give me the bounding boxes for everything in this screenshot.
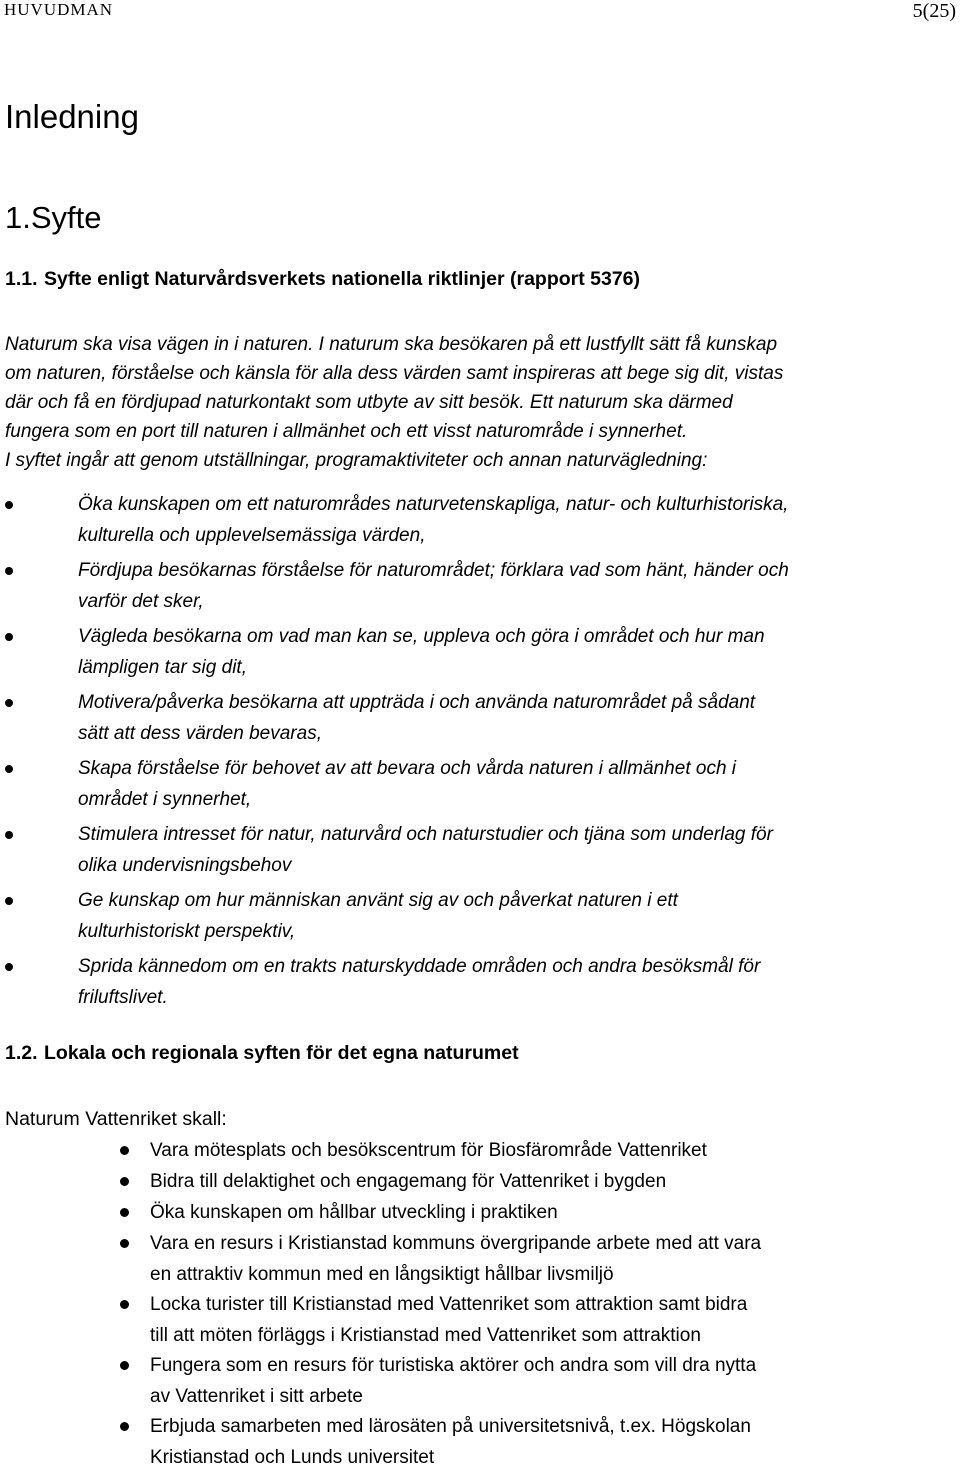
- local-goal-item: [120, 1351, 920, 1412]
- goal-item: [5, 687, 945, 753]
- bullet-icon: [5, 501, 13, 509]
- goal-line: Skapa förståelse för behovet av att bevara och vårda naturen i allmänhet och i: [78, 753, 945, 784]
- goal-line: sätt att dess värden bevaras,: [78, 718, 945, 749]
- goal-line: Sprida kännedom om en trakts naturskyddade områden och andra besöksmål för: [78, 951, 945, 982]
- bullet-icon: [120, 1146, 129, 1155]
- local-goal-item: [120, 1136, 920, 1167]
- section-heading-1-1-number: 1.1.: [5, 268, 44, 291]
- running-header: [4, 0, 956, 20]
- intro-line: om naturen, förståelse och känsla för alla dess värden samt inspireras att bege sig dit, vistas: [5, 359, 945, 388]
- bullet-icon: [5, 633, 13, 641]
- local-goal-line: Vara mötesplats och besökscentrum för Biosfärområde Vattenriket: [150, 1136, 920, 1167]
- local-goal-line: Locka turister till Kristianstad med Vattenriket som attraktion samt bidra: [150, 1290, 920, 1321]
- local-goal-line: en attraktiv kommun med en långsiktigt hållbar livsmiljö: [150, 1260, 920, 1291]
- goal-item: [5, 555, 945, 621]
- goal-item: [5, 621, 945, 687]
- goal-line: Ge kunskap om hur människan använt sig av och påverkat naturen i ett: [78, 885, 945, 916]
- header-section-name: HUVUDMAN: [4, 0, 113, 20]
- bullet-icon: [120, 1422, 129, 1431]
- bullet-icon: [5, 897, 13, 905]
- bullet-icon: [5, 699, 13, 707]
- goal-line: kulturhistoriskt perspektiv,: [78, 916, 945, 947]
- local-goal-item: [120, 1198, 920, 1229]
- goal-line: Öka kunskapen om ett naturområdes naturvetenskapliga, natur- och kulturhistoriska,: [78, 489, 945, 520]
- goal-item: [5, 489, 945, 555]
- goal-line: olika undervisningsbehov: [78, 850, 945, 881]
- bullet-icon: [120, 1177, 129, 1186]
- goal-item: [5, 951, 945, 1017]
- goal-line: kulturella och upplevelsemässiga värden,: [78, 520, 945, 551]
- bullet-icon: [5, 765, 13, 773]
- goal-line: lämpligen tar sig dit,: [78, 652, 945, 683]
- bullet-icon: [5, 567, 13, 575]
- bullet-icon: [120, 1300, 129, 1309]
- section-heading-1: 1.Syfte: [5, 200, 102, 236]
- section-heading-1-2-number: 1.2.: [5, 1042, 44, 1065]
- local-goal-list: [120, 1136, 920, 1473]
- intro-line: Naturum ska visa vägen in i naturen. I naturum ska besökaren på ett lustfyllt sätt få kunskap: [5, 330, 945, 359]
- local-goal-line: av Vattenriket i sitt arbete: [150, 1382, 920, 1413]
- goal-line: området i synnerhet,: [78, 784, 945, 815]
- local-goal-line: Erbjuda samarbeten med lärosäten på universitetsnivå, t.ex. Högskolan: [150, 1412, 920, 1443]
- intro-paragraph: [5, 330, 945, 475]
- section-heading-1-2: [5, 1042, 519, 1065]
- goal-line: Stimulera intresset för natur, naturvård och naturstudier och tjäna som underlag för: [78, 819, 945, 850]
- local-goal-line: Kristianstad och Lunds universitet: [150, 1443, 920, 1473]
- intro-line: där och få en fördjupad naturkontakt som utbyte av sitt besök. Ett naturum ska därmed: [5, 388, 945, 417]
- goal-line: Vägleda besökarna om vad man kan se, uppleva och göra i området och hur man: [78, 621, 945, 652]
- header-page-number: 5(25): [913, 0, 956, 23]
- local-goal-line: Fungera som en resurs för turistiska aktörer och andra som vill dra nytta: [150, 1351, 920, 1382]
- goal-line: varför det sker,: [78, 586, 945, 617]
- local-goal-line: Öka kunskapen om hållbar utveckling i praktiken: [150, 1198, 920, 1229]
- local-goal-item: [120, 1290, 920, 1351]
- local-goal-line: Vara en resurs i Kristianstad kommuns övergripande arbete med att vara: [150, 1229, 920, 1260]
- local-goal-item: [120, 1229, 920, 1290]
- section-heading-1-1: [5, 268, 640, 291]
- bullet-icon: [120, 1361, 129, 1370]
- local-intro: Naturum Vattenriket skall:: [5, 1108, 227, 1131]
- local-goal-line: Bidra till delaktighet och engagemang för Vattenriket i bygden: [150, 1167, 920, 1198]
- bullet-icon: [5, 963, 13, 971]
- page-title: Inledning: [5, 98, 139, 136]
- bullet-icon: [120, 1239, 129, 1248]
- intro-line: I syftet ingår att genom utställningar, programaktiviteter och annan naturvägledning:: [5, 446, 945, 475]
- local-goal-line: till att möten förläggs i Kristianstad med Vattenriket som attraktion: [150, 1321, 920, 1352]
- section-heading-1-1-title: Syfte enligt Naturvårdsverkets nationella riktlinjer (rapport 5376): [44, 268, 640, 290]
- goal-line: Motivera/påverka besökarna att uppträda i och använda naturområdet på sådant: [78, 687, 945, 718]
- local-goal-item: [120, 1412, 920, 1473]
- goal-list: [5, 489, 945, 1017]
- bullet-icon: [120, 1208, 129, 1217]
- intro-line: fungera som en port till naturen i allmänhet och ett visst naturområde i synnerhet.: [5, 417, 945, 446]
- goal-item: [5, 885, 945, 951]
- goal-item: [5, 819, 945, 885]
- section-heading-1-2-title: Lokala och regionala syften för det egna naturumet: [44, 1042, 519, 1064]
- bullet-icon: [5, 831, 13, 839]
- goal-line: Fördjupa besökarnas förståelse för naturområdet; förklara vad som hänt, händer och: [78, 555, 945, 586]
- goal-item: [5, 753, 945, 819]
- goal-line: friluftslivet.: [78, 982, 945, 1013]
- local-goal-item: [120, 1167, 920, 1198]
